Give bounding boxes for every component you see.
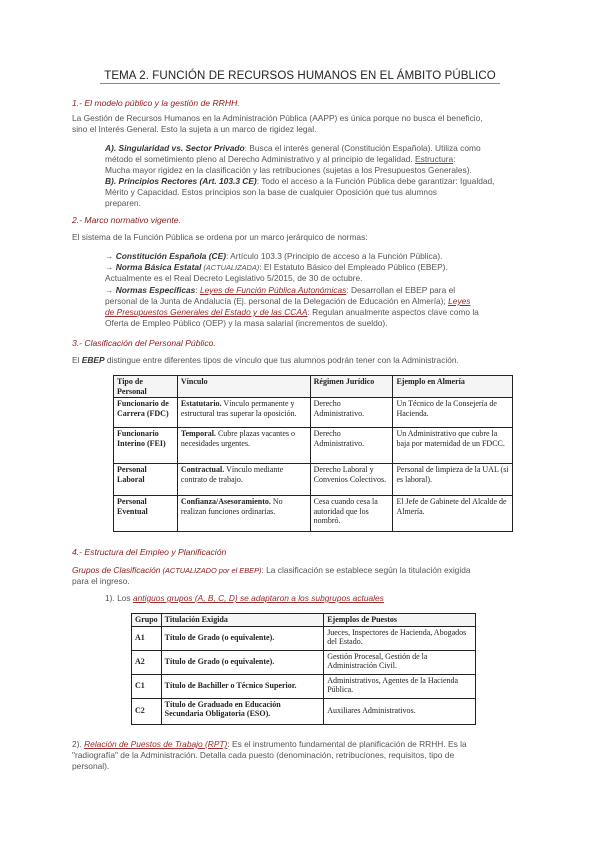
- section-1-point-a: A). Singularidad vs. Sector Privado: Busca el interés general (Constitución Española). Utiliza como método el sometimiento pleno al Derecho Administrativo y al principio de legalidad. Estructura: Mucha mayor rigidez en la clasificación y las retribuciones (sujetas a los Presupuestos Generales).: [105, 143, 481, 176]
- section-1-intro: La Gestión de Recursos Humanos en la Administración Pública (AAPP) es única porque no busca el beneficio, sino el Interés General. Esto la sujeta a un marco de rigidez legal.: [72, 113, 483, 135]
- table-header-row: [132, 614, 476, 627]
- section-3-intro: El EBEP distingue entre diferentes tipos de vínculo que tus alumnos podrán tener con la Administración.: [72, 355, 459, 365]
- section-4-item-1: 1). Los antiguos grupos (A, B, C, D) se adaptaron a los subgrupos actuales: [105, 593, 384, 603]
- table-row: Personal Laboral Contractual. Vínculo mediante contrato de trabajo. Derecho Laboral y Convenios Colectivos. Personal de limpieza de la UAL (si es laboral).: [114, 464, 513, 496]
- table-row: C2 Título de Graduado en Educación Secundaria Obligatoria (ESO). Auxiliares Administrativos.: [132, 698, 476, 724]
- link-leyes-presupuestos[interactable]: Leyes: [448, 295, 471, 306]
- link-leyes-autonomicas[interactable]: Leyes de Función Pública Autonómicas: [199, 284, 347, 295]
- norm-ne: → Normas Específicas: Leyes de Función Pública Autonómicas: Desarrollan el EBEP para el: [105, 284, 456, 295]
- section-1-heading: 1.- El modelo público y la gestión de RRHH.: [72, 98, 240, 108]
- link-rpt[interactable]: Relación de Puestos de Trabajo (RPT): [84, 739, 228, 749]
- section-4-heading: 4.- Estructura del Empleo y Planificación: [72, 547, 227, 557]
- section-2-intro: El sistema de la Función Pública se ordena por un marco jerárquico de normas:: [72, 232, 368, 242]
- groups-table: [131, 613, 476, 725]
- table-row: Funcionario Interino (FEI) Temporal. Cubre plazas vacantes o necesidades urgentes. Derecho Administrativo. Un Administrativo que cubre la baja por maternidad de un FDCC.: [114, 428, 513, 464]
- table-header: Tipo de Personal: [114, 376, 178, 398]
- table-header: Titulación Exigida: [161, 614, 324, 627]
- section-4-item-2: 2). Relación de Puestos de Trabajo (RPT): Es el instrumento fundamental de planificación de RRHH. Es la "radiografía" de la Administración. Detalla cada puesto (denominación, retribuciones, requisitos, tipo de personal).: [72, 739, 467, 772]
- section-3-heading: 3.- Clasificación del Personal Público.: [72, 338, 216, 348]
- personal-types-table: [113, 375, 513, 532]
- norm-nbe: → Norma Básica Estatal (ACTUALIZADA): El Estatuto Básico del Empleado Público (EBEP).: [105, 262, 448, 273]
- table-header: Ejemplo en Almería: [393, 376, 513, 398]
- norm-ce: → Constitución Española (CE): Artículo 103.3 (Principio de acceso a la Función Pública).: [105, 251, 443, 261]
- table-header: Régimen Jurídico: [310, 376, 393, 398]
- section-4-grupos: Grupos de Clasificación (ACTUALIZADO por el EBEP): La clasificación se establece según la titulación exigida para el ingreso.: [72, 565, 471, 587]
- section-2-list: → Constitución Española (CE): Artículo 103.3 (Principio de acceso a la Función Pública). → Norma Básica Estatal (ACTUALIZADA): El Estatuto Básico del Empleado Público (EBEP). Actualmente es el Real Decreto Legislativo 5/2015, de 30 de octubre. → Normas Específicas: Leyes de Función Pública Autonómicas: Desarrollan el EBEP para el personal de la Junta de Andalucía (Ej. personal de la Delegación de Educación en Almería); Leyes de Presupuestos Generales del Estado y de las CCAA: Regulan anualmente aspectos clave como la Oferta de Empleo Público (OEP) y la masa salarial (incrementos de sueldo).: [105, 251, 525, 329]
- table-row: Funcionario de Carrera (FDC) Estatutario. Vínculo permanente y estructural tras superar la oposición. Derecho Administrativo. Un Técnico de la Consejería de Hacienda.: [114, 398, 513, 428]
- table-header-row: [114, 376, 513, 398]
- section-1-point-b: B). Principios Rectores (Art. 103.3 CE): Todo el acceso a la Función Pública debe garantizar: Igualdad, Mérito y Capacidad. Estos principios son la base de cualquier Oposición que tus alumnos preparen.: [105, 176, 495, 209]
- section-2-heading: 2.- Marco normativo vigente.: [72, 215, 181, 225]
- table-header: Ejemplos de Puestos: [324, 614, 476, 627]
- link-leyes-presupuestos-cont[interactable]: de Presupuestos Generales del Estado y de las CCAA: [105, 307, 308, 318]
- table-row: A2 Título de Grado (o equivalente). Gestión Procesal, Gestión de la Administración Civil.: [132, 650, 476, 674]
- table-header: Vínculo: [177, 376, 310, 398]
- table-row: C1 Título de Bachiller o Técnico Superior. Administrativos, Agentes de la Hacienda Pública.: [132, 674, 476, 698]
- link-antiguos-grupos[interactable]: antiguos grupos (A, B, C, D) se adaptaron a los subgrupos actuales: [132, 593, 384, 603]
- table-row: A1 Título de Grado (o equivalente). Jueces, Inspectores de Hacienda, Abogados del Estado.: [132, 626, 476, 650]
- page-title: TEMA 2. FUNCIÓN DE RECURSOS HUMANOS EN EL ÁMBITO PÚBLICO: [0, 70, 600, 84]
- table-header: Grupo: [132, 614, 162, 627]
- table-row: Personal Eventual Confianza/Asesoramiento. No realizan funciones ordinarias. Cesa cuando cesa la autoridad que los nombró. El Jefe de Gabinete del Alcalde de Almería.: [114, 496, 513, 532]
